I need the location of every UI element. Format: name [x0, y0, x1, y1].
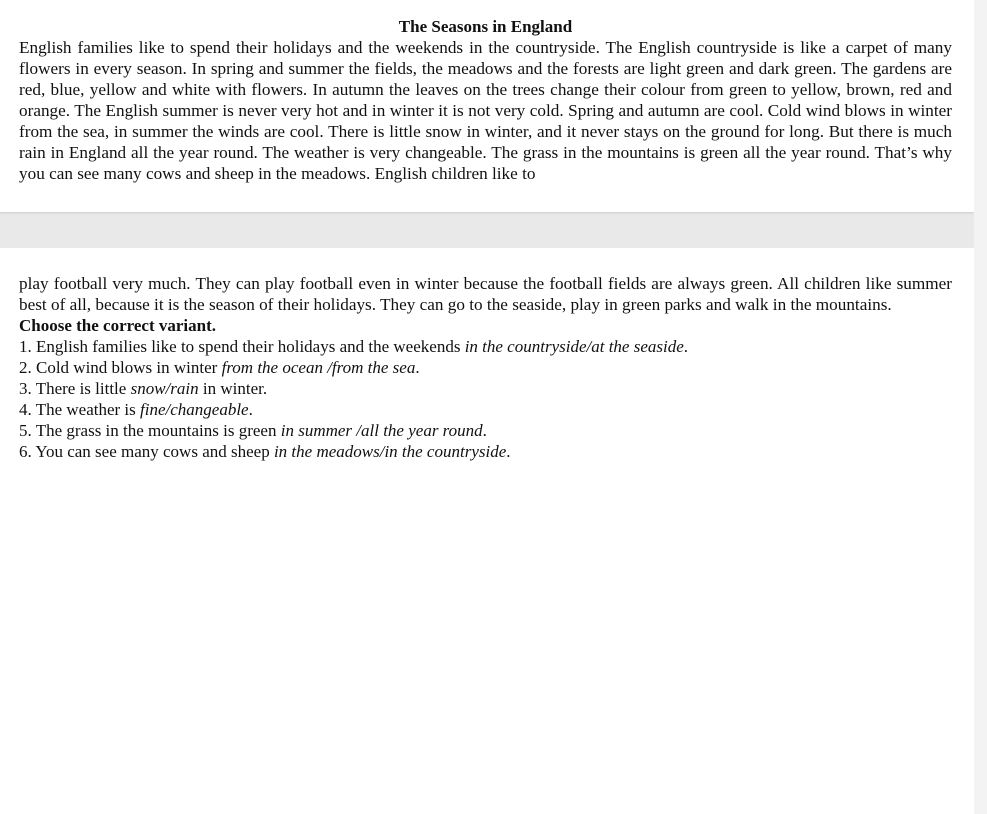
task-heading: Choose the correct variant. — [19, 316, 217, 335]
task-item-options: in the countryside/at the seaside — [464, 337, 684, 356]
task-item-6: 6. You can see many cows and sheep in the meadows/in the countryside. — [19, 442, 511, 461]
reading-paragraph-part-2: play football very much. They can play football even in winter because the football fields are always green. All children like summer best of all, because it is the season of their holidays. They can go to the seaside, play in green parks and walk in the mountains. — [19, 274, 952, 314]
task-item-options: in the meadows/in the countryside — [273, 442, 507, 461]
document-title: The Seasons in England — [398, 17, 573, 36]
task-item-2: 2. Cold wind blows in winter from the ocean /from the sea. — [19, 358, 420, 377]
task-item-5: 5. The grass in the mountains is green in summer /all the year round. — [19, 421, 487, 440]
reading-paragraph-part-1: English families like to spend their holidays and the weekends in the countryside. The English countryside is like a carpet of many flowers in every season. In spring and summer the fields, the meadows and the forests are light green and dark green. The gardens are red, blue, yellow and white with flowers. In autumn the leaves on the trees change their colour from green to yellow, brown, red and orange. The English summer is never very hot and in winter it is not very cold. Spring and autumn are cool. Cold wind blows in winter from the sea, in summer the winds are cool. There is little snow in winter, and it never stays on the ground for long. But there is much rain in England all the year round. The weather is very changeable. The grass in the mountains is green all the year round. That’s why you can see many cows and sheep in the meadows. English children like to — [19, 38, 952, 183]
task-item-3: 3. There is little snow/rain in winter. — [19, 379, 268, 398]
document-page-1 — [0, 0, 974, 212]
task-item-1: 1. English families like to spend their holidays and the weekends in the countryside/at the seaside. — [19, 337, 689, 356]
document-page-2 — [0, 248, 974, 814]
scrollbar-track[interactable] — [974, 0, 987, 814]
task-item-options: in summer /all the year round — [280, 421, 483, 440]
task-item-options: snow/rain — [130, 379, 199, 398]
task-item-4: 4. The weather is fine/changeable. — [19, 400, 253, 419]
task-item-options: fine/changeable — [140, 400, 249, 419]
task-item-options: from the ocean /from the sea — [221, 358, 416, 377]
